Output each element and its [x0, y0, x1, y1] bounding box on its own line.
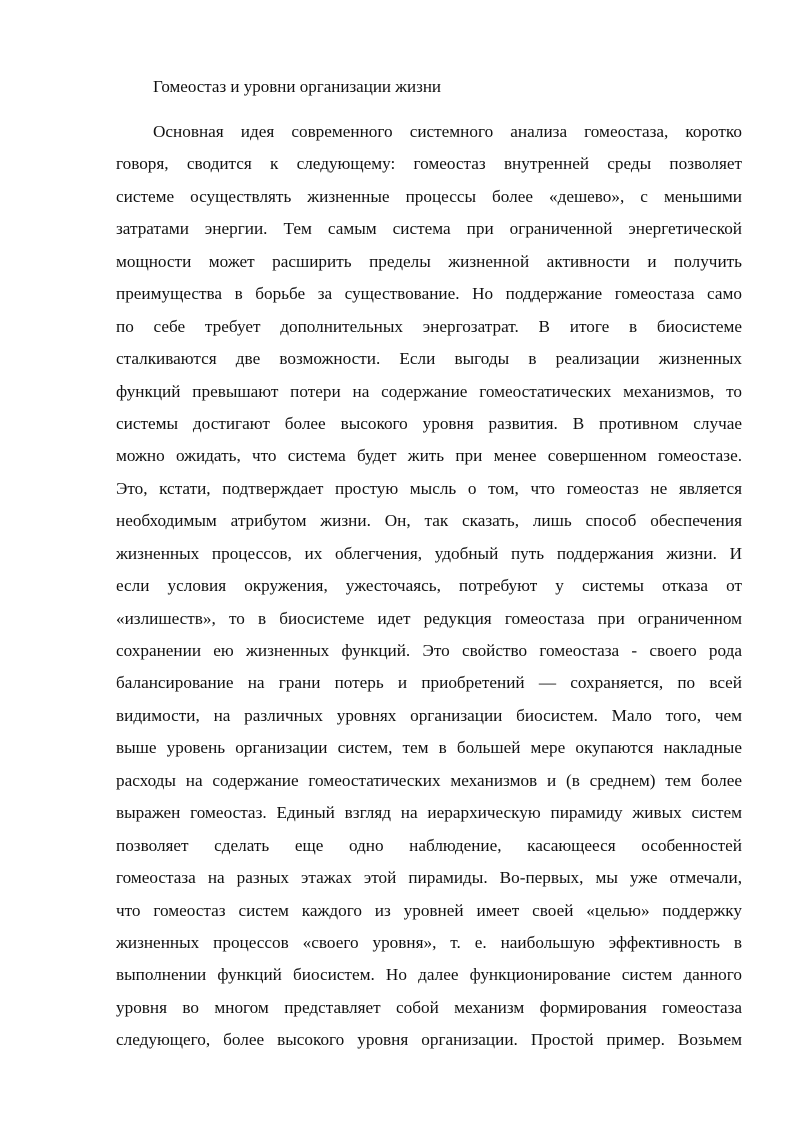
text-line: балансирование на грани потерь и приобретений — сохраняется, по всей	[116, 673, 742, 693]
text-line: затратами энергии. Тем самым система при ограниченной энергетической	[116, 219, 742, 239]
text-line: видимости, на различных уровнях организации биосистем. Мало того, чем	[116, 705, 742, 725]
text-line: что гомеостаз систем каждого из уровней имеет своей «целью» поддержку	[116, 900, 742, 920]
document-body	[116, 119, 742, 1060]
text-line: преимущества в борьбе за существование. Но поддержание гомеостаза само	[116, 284, 742, 304]
text-line: по себе требует дополнительных энергозатрат. В итоге в биосистеме	[116, 316, 742, 336]
text-line: выполнении функций биосистем. Но далее функционирование систем данного	[116, 965, 742, 985]
text-line: гомеостаза на разных этажах этой пирамиды. Во-первых, мы уже отмечали,	[116, 868, 742, 888]
text-line: жизненных процессов, их облегчения, удобный путь поддержания жизни. И	[116, 543, 742, 563]
text-line: системе осуществлять жизненные процессы более «дешево», с меньшими	[116, 186, 742, 206]
text-line: позволяет сделать еще одно наблюдение, касающееся особенностей	[116, 835, 742, 855]
text-line: необходимым атрибутом жизни. Он, так сказать, лишь способ обеспечения	[116, 511, 742, 531]
text-line: если условия окружения, ужесточаясь, потребуют у системы отказа от	[116, 576, 742, 596]
text-line: системы достигают более высокого уровня развития. В противном случае	[116, 413, 742, 433]
text-line: Основная идея современного системного анализа гомеостаза, коротко	[153, 122, 742, 141]
document-title: Гомеостаз и уровни организации жизни	[153, 77, 442, 96]
text-line: жизненных процессов «своего уровня», т. е. наибольшую эффективность в	[116, 932, 742, 952]
text-line: уровня во многом представляет собой механизм формирования гомеостаза	[116, 997, 742, 1017]
text-line: функций превышают потери на содержание гомеостатических механизмов, то	[116, 381, 742, 401]
text-line: выражен гомеостаз. Единый взгляд на иерархическую пирамиду живых систем	[116, 803, 742, 823]
text-line: выше уровень организации систем, тем в большей мере окупаются накладные	[116, 738, 742, 758]
text-line: мощности может расширить пределы жизненной активности и получить	[116, 251, 742, 271]
text-line: сталкиваются две возможности. Если выгоды в реализации жизненных	[116, 349, 742, 369]
text-line: можно ожидать, что система будет жить при менее совершенном гомеостазе.	[116, 446, 742, 466]
text-line: расходы на содержание гомеостатических механизмов и (в среднем) тем более	[116, 770, 742, 790]
text-line: следующего, более высокого уровня организации. Простой пример. Возьмем	[116, 1030, 742, 1050]
text-line: говоря, сводится к следующему: гомеостаз внутренней среды позволяет	[116, 154, 742, 174]
text-line: сохранении ею жизненных функций. Это свойство гомеостаза - своего рода	[116, 641, 742, 660]
text-line: «излишеств», то в биосистеме идет редукция гомеостаза при ограниченном	[116, 608, 742, 628]
text-line: Это, кстати, подтверждает простую мысль о том, что гомеостаз не является	[116, 478, 742, 498]
